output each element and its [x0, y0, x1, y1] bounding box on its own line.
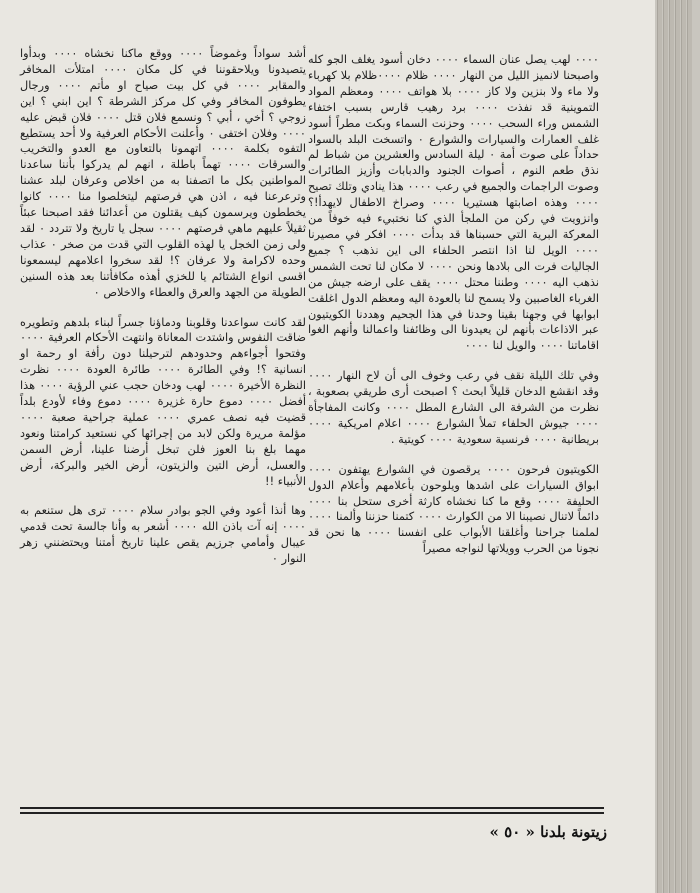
footer-rule-bottom: [20, 812, 604, 814]
page-edge: [687, 0, 692, 893]
right-text-column: [308, 52, 599, 557]
paragraph: ٠٠٠٠ لهب يصل عنان السماء ٠٠٠٠ دخان أسود يغلف الجو كله واصبحنا لانميز الليل من النهار ٠٠٠٠ ظلام ٠٠٠٠ظلام بلا كهرباء ولا ماء ولا بنزين ولا كاز ٠٠٠٠ بلا هواتف ٠٠٠٠ ومعظم المواد التموينية قد نفذت ٠٠٠٠ برد رهيب قارس بسبب اختفاء الشمس وراء السحب ٠٠٠٠ وحزنت السماء وبكت مطراً أسود غلف العمارات والسيارات والشوارع ٠ واتسخت البلد بالسواد حداداً على صوت أمة ٠ ليلة السادس والعشرين من شباط لم نذق طعم النوم ، أصوات الجنود والدبابات وأزيز الطائرات وصوت الراجمات والجميع في رعب ٠٠٠٠ هذا ينادي وتلك تصيح ٠٠٠٠ وهذه اصابتها هستيريا ٠٠٠٠ وصراخ الاطفال لايهدأ!؟ وانزويت في ركن من الملجأ الذي كنا نختبيء فيه خوفاً من المعركة البرية التي حسبناها قد بدأت ٠٠٠٠ افكر في مصيرنا ٠٠٠٠ الويل لنا اذا انتصر الحلفاء الى اين نذهب ؟ جميع الجاليات فرت الى بلادها ونحن ٠٠٠٠ لا مكان لنا تحت الشمس نذهب اليه ٠٠٠٠ وطننا محتل ٠٠٠٠ يقف على ارضه جيش من الغرباء الغاصبين ولا يسمح لنا بالعودة اليه ومعظم الدول اغلقت ابوابها في وجهنا بقينا وحدنا في هذا الجحيم وهددنا الكويتيون عبر الاذاعات بأنهم لن يعيدونا الى وظائفنا واعمالنا وأنهم الغوا اقاماتنا ٠٠٠٠ والويل لنا ٠٠٠٠: [308, 53, 600, 353]
paragraph: أشد سواداً وغموضاً ٠٠٠٠ ووقع ماكنا نخشاه ٠٠٠٠ وبدأوا يتصيدونا ويلاحقوننا في كل مكان ٠٠٠٠ امتلأت المخافر والمقابر ٠٠٠٠ في كل بيت صياح او مأتم ٠٠٠٠ ورجال يطوفون المخافر وفي كل مركز الشرطة ؟ اين ابني ؟ اين زوجي ؟ أخي ، أبي ؟ ونسمع فلان قتل ٠٠٠٠ فلان قبض عليه ٠٠٠٠ وفلان اختفى ٠ وأعلنت الأحكام العرفية ولا أحد يستطيع التفوه بكلمة ٠٠٠٠ اتهمونا بالتعاون مع العدو والتخريب والسرقات ٠٠٠٠ تهماً باطلة ، انهم لم يدركوا بأننا ساعدنا المواطنين بكل ما اتصفنا به من اخلاص وعرفان لبلد عشنا وترعرعنا فيه ، اذن هي فرصتهم ليتخلصوا منا ٠٠٠٠ كانوا يخططون ويرسمون كيف يقتلون من أعدائنا فقد اصبحنا عبئاً ثقيلاً عليهم ماهي فرصتهم ٠٠٠٠ سجل يا تاريخ ولا تتردد ٠ لقد ولى زمن الخجل يا لهذه القلوب التي قدت من صخر ٠ عذاب وحده لاكرامة ولا عرفان ؟! لقد سخروا اعلامهم ليسمعونا اقسى انواع الشتائم يا للخزي أهذه مكافأتنا بعد هذه السنين الطويلة من الجهد والعرق والعطاء والاخلاص ٠: [20, 47, 307, 299]
paragraph: وفي تلك الليلة نقف في رعب وخوف الى أن لاح النهار ٠٠٠٠ وقد انقشع الدخان قليلاً ابحث ؟ اصبحت أرى طريقي بصعوبة ، نظرت من الشرفة الى الشارع المطل ٠٠٠٠ وكانت المفاجأة ٠٠٠٠ جيوش الحلفاء تملأ الشوارع ٠٠٠٠ اعلام امريكية ٠٠٠٠ بريطانية ٠٠٠٠ فرنسية سعودية ٠٠٠٠ كويتية .: [308, 369, 599, 446]
page-edge: [681, 0, 686, 893]
paragraph: وها أنذا أعود وفي الجو بوادر سلام ٠٠٠٠ ترى هل ستنعم به ٠٠٠٠ إنه آت باذن الله ٠٠٠٠ أشعر به وأنا جالسة تحت قدمي عيبال وأمامي جرزيم يقص علينا تاريخ أمتنا ويحتضنني زهر النوار ٠: [20, 504, 307, 566]
page-edge: [657, 0, 662, 893]
page-edge: [669, 0, 674, 893]
paragraph: الكويتيون فرحون ٠٠٠٠ يرقصون في الشوارع يهتفون ٠٠٠٠ ابواق السيارات على اشدها ويلوحون بأعلامهم وأعلام الدول الحليفة ٠٠٠٠ وقع ما كنا نخشاه كارثة أخرى ستحل بنا ٠٠٠٠ دائماً لاتنال نصيبنا الا من الكوارث ٠٠٠٠ كتمنا حزننا وألمنا ٠٠٠٠ لملمنا جراحنا وأغلقنا الأبواب على انفسنا ٠٠٠٠ ها نحن قد نجونا من الحرب وويلاتها لنواجه مصيراً: [308, 462, 599, 556]
paragraph: لقد كانت سواعدنا وقلوبنا ودماؤنا جسراً لبناء بلدهم وتطويره ضاقت النفوس واشتدت المعاناة وانتهت الأحكام العرفية ٠٠٠٠ وفتحوا أجواءهم وحدودهم لترحيلنا دون رأفة او رحمة او انسانية ؟! وفي الطائرة ٠٠٠٠ طائرة العودة ٠٠٠٠ نظرت النظرة الأخيرة ٠٠٠٠ لهب ودخان حجب عني الرؤية ٠٠٠٠ هذا أفضل ٠٠٠٠ دموع حارة غزيرة ٠٠٠٠ دموع وفاء لأودع بلداً قضيت فيه نصف عمري ٠٠٠٠ عملية جراحية صعبة ٠٠٠٠ مؤلمة مريرة ولكن لابد من إجرائها كي نستعيد كرامتنا ونعود مهما بلغ بنا العوز فلن تبخل أرضنا علينا، أرض السمن والعسل، أرض التين والزيتون، أرض الخير والبركة، أرض الأنبياء !!: [20, 315, 307, 488]
footer-rule-top: [20, 807, 604, 809]
footer-magazine-title: زيتونة بلدنا « ٥٠ »: [489, 823, 607, 841]
page-edge: [675, 0, 680, 893]
left-text-column: [20, 46, 306, 567]
page-edge: [663, 0, 668, 893]
